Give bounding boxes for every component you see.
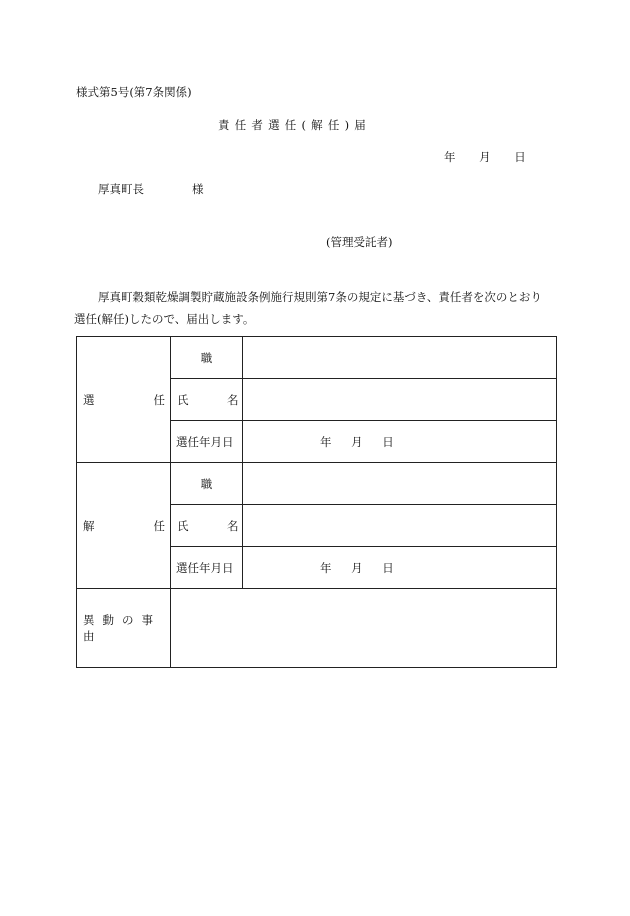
appointment-position-row [77,337,557,379]
appointment-group-label [77,337,171,463]
body-line-1: 厚真町穀類乾燥調製貯蔵施設条例施行規則第7条の規定に基づき、責任者を次のとおり [98,290,542,304]
personnel-table [76,336,557,668]
appointment-label-right: 任 [153,392,165,407]
dismissal-date-field[interactable]: 年 月 日 [243,547,557,589]
reason-row [77,589,557,668]
dismissal-position-row [77,463,557,505]
dismissal-position-label: 職 [171,463,243,505]
document-title: 責任者選任(解任)届 [218,118,371,132]
dismissal-group-label [77,463,171,589]
dismissal-label-left: 解 [83,518,95,533]
appointment-label-left: 選 [83,392,95,407]
addressee-honorific: 様 [192,182,204,196]
addressee-name: 厚真町長 [98,182,144,196]
appointment-date-label: 選任年月日 [171,421,243,463]
appointment-name-field[interactable] [243,379,557,421]
reason-label: 異動の事由 [77,589,171,668]
appointment-date-field[interactable]: 年 月 日 [243,421,557,463]
reason-field[interactable] [171,589,557,668]
name-label-second: 名 [227,392,239,407]
dismissal-name-label [171,505,243,547]
body-text [74,286,564,330]
name-label-second: 名 [227,518,239,533]
name-label-first: 氏 [177,392,189,407]
agent-label: (管理受託者) [326,235,393,249]
appointment-position-field[interactable] [243,337,557,379]
form-number-label: 様式第5号(第7条関係) [76,85,192,99]
name-label-first: 氏 [177,518,189,533]
addressee [98,181,204,197]
dismissal-name-field[interactable] [243,505,557,547]
appointment-position-label: 職 [171,337,243,379]
appointment-name-label [171,379,243,421]
body-line-2: 選任(解任)したので、届出します。 [74,312,255,326]
dismissal-label-right: 任 [153,518,165,533]
dismissal-position-field[interactable] [243,463,557,505]
dismissal-date-label: 選任年月日 [171,547,243,589]
submission-date: 年 月 日 [444,150,526,164]
